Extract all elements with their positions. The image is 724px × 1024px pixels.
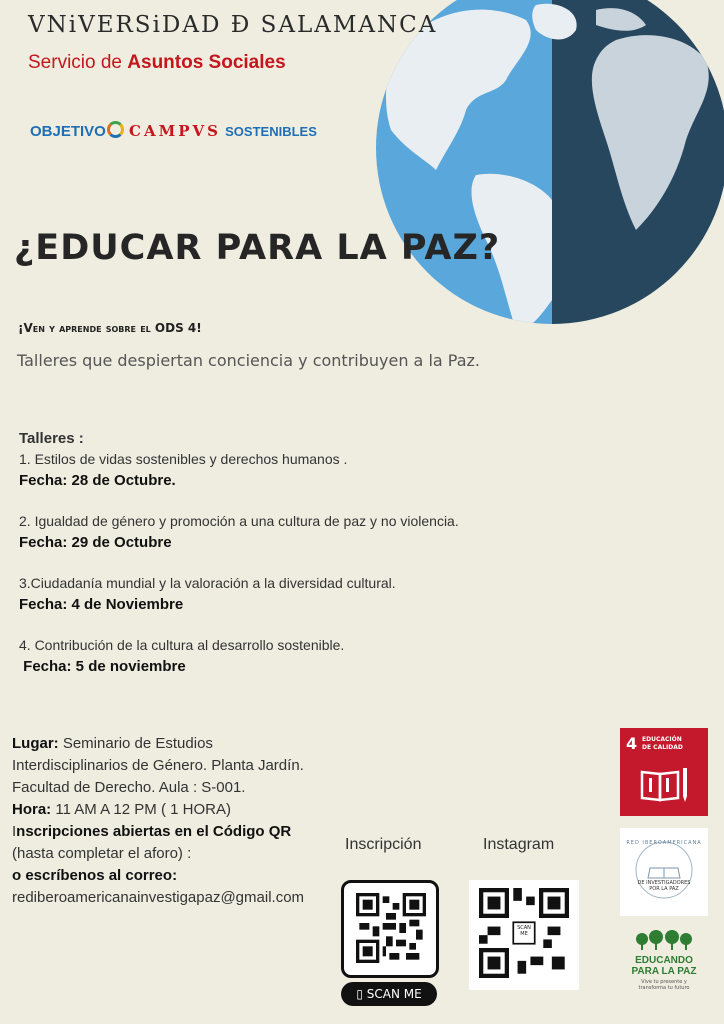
subtitle: ¡Ven y aprende sobre el ODS 4! [18,321,202,335]
workshop-item: 1. Estilos de vidas sostenibles y derechos humanos . [19,451,348,467]
workshops-list [19,428,459,677]
hora-value: 11 AM A 12 PM ( 1 HORA) [51,801,231,818]
red-sub: DE INVESTIGADORES POR LA PAZ [637,880,691,892]
workshop-date: Fecha: 5 de noviembre [19,658,186,675]
lugar-label: Lugar: [12,735,59,752]
scan-me-small: SCAN ME [517,925,531,937]
inscripcion-qr-code[interactable] [341,880,439,978]
scan-me-badge [341,982,437,1006]
scan-me-text: SCAN ME [366,987,422,1001]
red-name: RED IBEROAMERICANA [626,840,702,846]
page-title: ¿EDUCAR PARA LA PAZ? [14,228,501,268]
sdg-title-2: DE CALIDAD [642,744,683,751]
educando-logo [620,927,708,1002]
hora-label: Hora: [12,801,52,818]
educando-title-2: PARA LA PAZ [631,966,697,977]
sdg4-logo [620,728,708,816]
lugar-line [12,733,304,755]
book-pencil-icon [640,764,690,804]
globe-illustration [366,0,724,325]
educando-title-1: EDUCANDO [635,955,693,966]
lugar-line-3: Facultad de Derecho. Aula : S-001. [12,779,246,796]
email-link[interactable]: rediberoamericanainvestigapaz@gmail.com [12,889,305,906]
sdg-number: 4 [626,734,638,753]
educando-sub [620,979,708,991]
hora-line [12,799,304,821]
educando-sub-2: transforma tu futuro [638,985,690,991]
service-prefix: Servicio de [28,52,128,73]
insc-note: (hasta completar el aforo) : [12,845,192,862]
instagram-qr-code[interactable] [469,880,579,990]
objetivo-text: OBJETIVO [30,123,106,140]
campus-text: CAMPVS [129,122,221,140]
sdg-title [642,736,683,752]
educando-sub-1: Vive tu presente y [641,979,687,985]
university-logo: VNiVERSiDAD Ð SALAMANCA [28,12,438,38]
workshops-heading: Talleres : [19,430,84,447]
educando-title [620,955,708,977]
service-bold: Asuntos Sociales [127,52,286,73]
correo-label-text: o escríbenos al correo: [12,867,178,884]
workshop-item: 4. Contribución de la cultura al desarrollo sostenible. [19,637,345,653]
correo-label [12,865,304,887]
event-info [12,733,304,909]
inscripciones-line [12,821,304,843]
workshop-item: 3.Ciudadanía mundial y la valoración a la diversidad cultural. [19,575,396,591]
qr-pattern [356,893,426,963]
workshop-item: 2. Igualdad de género y promoción a una cultura de paz y no violencia. [19,513,459,529]
campus-sostenibles-logo [30,121,317,140]
sdg-ring-icon [107,121,124,138]
service-name [28,52,286,74]
sdg-title-1: EDUCACIÓN [642,736,682,743]
sostenibles-text: SOSTENIBLES [225,124,317,139]
workshop-date: Fecha: 4 de Noviembre [19,596,184,613]
phone-icon: ▯ [356,987,367,1001]
workshop-date: Fecha: 29 de Octubre [19,534,172,551]
lugar-line-2: Interdisciplinarios de Género. Planta Jardín. [12,757,304,774]
workshop-date: Fecha: 28 de Octubre. [19,472,176,489]
trees-icon [634,927,694,951]
insc-bold: nscripciones abiertas en el Código QR [16,823,292,840]
inscripcion-label: Inscripción [345,836,422,853]
instagram-label: Instagram [483,836,555,853]
tagline: Talleres que despiertan conciencia y contribuyen a la Paz. [17,351,480,370]
red-iberoamericana-logo [620,828,708,916]
lugar-value: Seminario de Estudios [58,735,213,752]
insc-prefix: I [12,823,17,840]
